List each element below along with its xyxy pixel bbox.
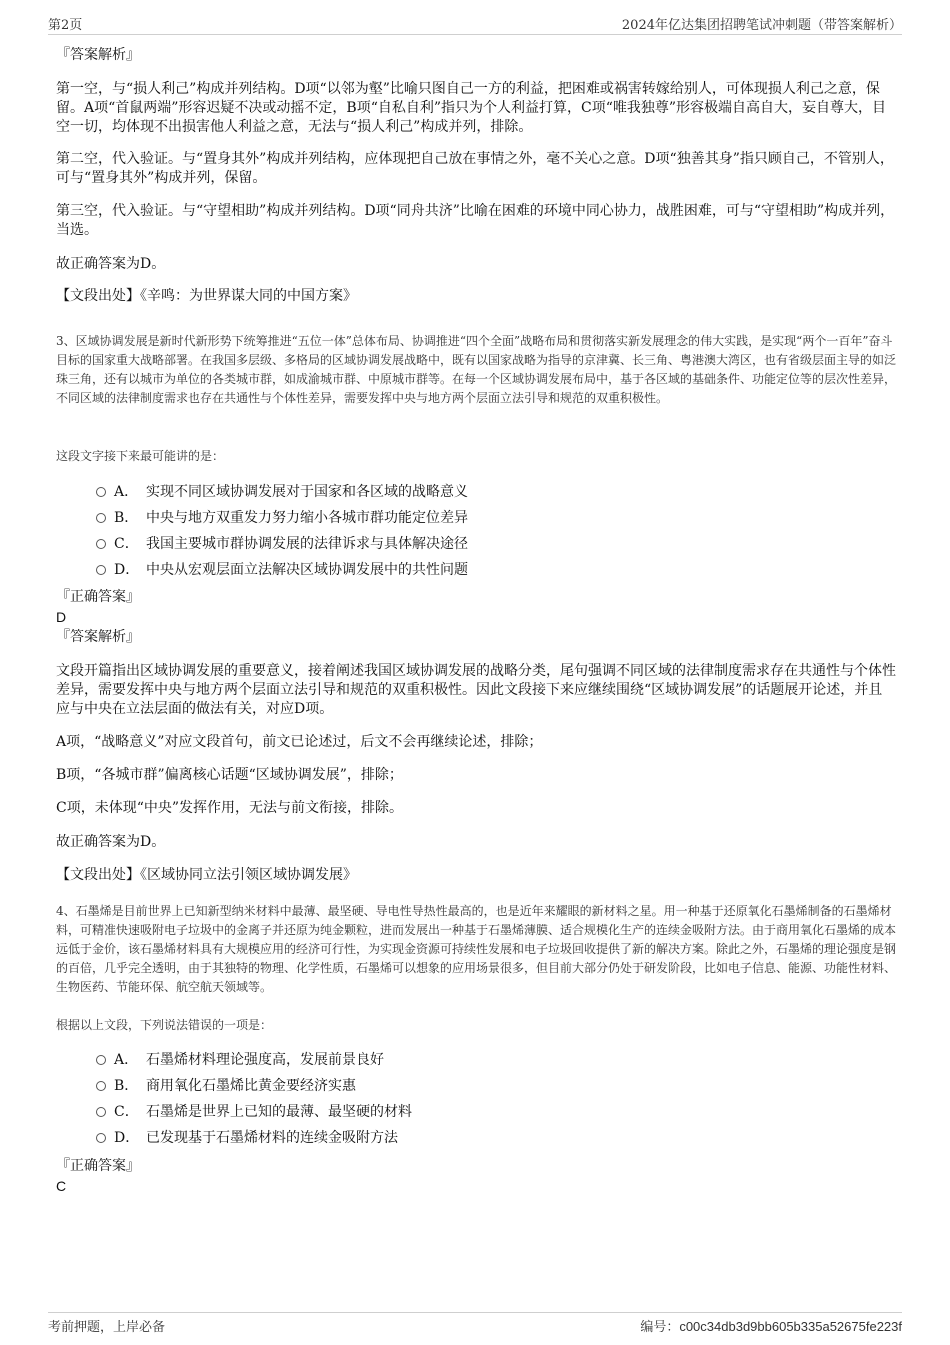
option-letter: C． <box>114 1104 139 1120</box>
radio-button[interactable] <box>96 1133 106 1143</box>
correct-answer-label: 『正确答案』 <box>56 1158 140 1174</box>
option-text: 商用氧化石墨烯比黄金要经济实惠 <box>146 1078 356 1094</box>
option-letter: D． <box>114 1130 140 1146</box>
option-letter: A． <box>114 1052 139 1068</box>
radio-button[interactable] <box>96 487 106 497</box>
analysis-paragraph: C项，未体现“中央”发挥作用，无法与前文衔接，排除。 <box>56 800 404 816</box>
option-text: 实现不同区域协调发展对于国家和各区域的战略意义 <box>146 484 468 500</box>
option-text: 已发现基于石墨烯材料的连续金吸附方法 <box>146 1130 398 1146</box>
option-text: 中央与地方双重发力努力缩小各城市群功能定位差异 <box>146 510 468 526</box>
correct-answer: C <box>56 1178 67 1194</box>
analysis-paragraph: 文段开篇指出区域协调发展的重要意义，接着阐述我国区域协调发展的战略分类，尾句强调不同区域的法律制度需求存在共通性与个体性差异，需要发挥中央与地方两个层面立法引导和规范的双重积极性。因此文段接下来应继续围绕“区域协调发展”的话题展开论述，并且应与中央在立法层面的做法有关，对应D项。 <box>56 663 896 717</box>
option-text: 石墨烯是世界上已知的最薄、最坚硬的材料 <box>146 1104 412 1120</box>
footer-slogan: 考前押题，上岸必备 <box>48 1320 166 1335</box>
radio-button[interactable] <box>96 1107 106 1117</box>
page-header <box>48 12 902 35</box>
option-letter: A． <box>114 484 139 500</box>
document-title: 2024年亿达集团招聘笔试冲刺题（带答案解析） <box>621 18 902 33</box>
conclusion-text: 故正确答案为D。 <box>56 256 166 272</box>
analysis-paragraph: 第二空，代入验证。与“置身其外”构成并列结构，应体现把自己放在事情之外，毫不关心之意。D项“独善其身”指只顾自己，不管别人，可与“置身其外”构成并列，保留。 <box>56 151 894 186</box>
radio-button[interactable] <box>96 565 106 575</box>
option-letter: B． <box>114 1078 139 1094</box>
code-value: c00c34db3d9bb605b335a52675fe223f <box>679 1319 902 1334</box>
question-prompt: 根据以上文段，下列说法错误的一项是： <box>56 1018 273 1032</box>
question-prompt: 这段文字接下来最可能讲的是： <box>56 449 225 463</box>
analysis-paragraph: B项，“各城市群”偏离核心话题“区域协调发展”，排除； <box>56 767 403 783</box>
option-letter: B． <box>114 510 139 526</box>
source-text: 【文段出处】《辛鸣：为世界谋大同的中国方案》 <box>56 288 357 304</box>
option-text: 我国主要城市群协调发展的法律诉求与具体解决途径 <box>146 536 468 552</box>
conclusion-text: 故正确答案为D。 <box>56 834 166 850</box>
analysis-paragraph: 第一空，与“损人利己”构成并列结构。D项“以邻为壑”比喻只图自己一方的利益，把困难或祸害转嫁给别人，可体现损人利己之意，保留。A项“首鼠两端”形容迟疑不决或动摇不定，B项“自私自利”指只为个人利益打算，C项“唯我独尊”形容极端自高自大，妄自尊大，目空一切，均体现不出损害他人利益之意，无法与“损人利己”构成并列，排除。 <box>56 81 887 135</box>
option-letter: D． <box>114 562 140 578</box>
analysis-paragraph: 第三空，代入验证。与“守望相助”构成并列结构。D项“同舟共济”比喻在困难的环境中同心协力，战胜困难，可与“守望相助”构成并列，当选。 <box>56 203 895 238</box>
option-text: 石墨烯材料理论强度高，发展前景良好 <box>146 1052 384 1068</box>
radio-button[interactable] <box>96 1055 106 1065</box>
code-label: 编号： <box>640 1320 680 1335</box>
correct-answer: D <box>56 609 67 625</box>
source-text: 【文段出处】《区域协同立法引领区域协调发展》 <box>56 867 357 883</box>
option-letter: C． <box>114 536 139 552</box>
radio-button[interactable] <box>96 1081 106 1091</box>
document-code <box>640 1316 902 1335</box>
option-text: 中央从宏观层面立法解决区域协调发展中的共性问题 <box>146 562 468 578</box>
analysis-paragraph: A项，“战略意义”对应文段首句，前文已论述过，后文不会再继续论述，排除； <box>56 734 543 750</box>
radio-button[interactable] <box>96 513 106 523</box>
page-footer <box>48 1312 902 1335</box>
analysis-label: 『答案解析』 <box>56 47 140 63</box>
page-number: 第2页 <box>48 18 83 33</box>
analysis-label: 『答案解析』 <box>56 629 140 645</box>
radio-button[interactable] <box>96 539 106 549</box>
question-passage: 3、区域协调发展是新时代新形势下统筹推进“五位一体”总体布局、协调推进“四个全面”战略布局和贯彻落实新发展理念的伟大实践，是实现“两个一百年”奋斗目标的国家重大战略部署。在我国多层级、多格局的区域协调发展战略中，既有以国家战略为指导的京津冀、长三角、粤港澳大湾区，也有省级层面主导的如泛珠三角，还有以城市为单位的各类城市群，如成渝城市群、中原城市群等。在每一个区域协调发展布局中，基于各区域的基础条件、功能定位等的层次性差异，不同区域的法律制度需求也存在共通性与个体性差异，需要发挥中央与地方两个层面立法引导和规范的双重积极性。 <box>56 334 897 405</box>
question-passage: 4、石墨烯是目前世界上已知新型纳米材料中最薄、最坚硬、导电性导热性最高的，也是近年来耀眼的新材料之星。用一种基于还原氧化石墨烯制备的石墨烯材料，可精准快速吸附电子垃圾中的金离子并还原为纯金颗粒，进而发展出一种基于石墨烯薄膜、适合规模化生产的连续金吸附方法。由于商用氧化石墨烯的成本远低于金价，该石墨烯材料具有大规模应用的经济可行性，为实现金资源可持续性发展和电子垃圾回收提供了新的解决方案。除此之外，石墨烯的理论强度是钢的百倍，几乎完全透明，由于其独特的物理、化学性质，石墨烯可以想象的应用场景很多，但目前大部分仍处于研发阶段，比如电子信息、能源、功能性材料、生物医药、节能环保、航空航天领域等。 <box>56 904 897 994</box>
correct-answer-label: 『正确答案』 <box>56 589 140 605</box>
